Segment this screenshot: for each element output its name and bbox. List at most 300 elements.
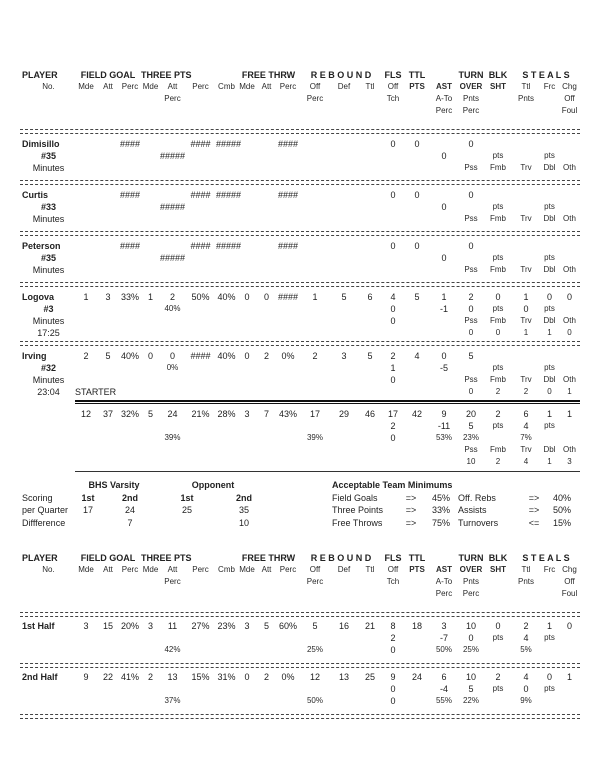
stat-cell: 3 xyxy=(441,621,447,631)
stat-cell: 21 xyxy=(364,621,375,631)
stats-header-2 xyxy=(0,552,600,600)
pts-label: pts xyxy=(492,363,504,372)
stat-cell: 15% xyxy=(191,672,210,682)
chg-off-subheader: Off xyxy=(564,94,575,103)
free-throw-header: FREE THRW xyxy=(241,70,296,80)
row-line xyxy=(0,420,600,432)
minimum-label: Off. Rebs xyxy=(458,492,496,503)
stat-cell: -11 xyxy=(437,421,451,431)
stat-cell: 50% xyxy=(435,645,452,654)
stat-cell: 23% xyxy=(217,621,236,631)
stats-header xyxy=(0,69,600,117)
stat-cell: 2 xyxy=(495,457,501,466)
three-pts-header: THREE PTS xyxy=(141,70,192,80)
minimum-operator: => xyxy=(528,492,540,503)
totals-bottom-rule xyxy=(75,471,580,472)
breakdown-label-pss: Pss xyxy=(464,316,478,325)
stat-cell: 3 xyxy=(147,621,153,631)
player-row-peterson xyxy=(0,236,600,282)
player-number: #32 xyxy=(40,363,57,373)
breakdown-label-oth: Oth xyxy=(563,375,576,384)
starter-label: STARTER xyxy=(75,387,117,397)
stat-cell: 2 xyxy=(390,351,396,361)
stat-cell: ##### xyxy=(160,151,186,161)
stat-cell: #### xyxy=(277,190,299,200)
fls-off-subheader: Off xyxy=(387,82,399,91)
stat-cell: 2 xyxy=(390,421,396,431)
tp-perc-subheader: Perc xyxy=(192,82,209,91)
stat-cell: 40% xyxy=(164,304,181,313)
player-name: Logova xyxy=(22,292,55,302)
breakdown-label-oth: Oth xyxy=(563,316,576,325)
stat-cell: 0 xyxy=(147,351,153,361)
stat-cell: 1 xyxy=(83,292,89,302)
ast-ato-subheader: A-To xyxy=(435,577,453,586)
stat-cell: 1 xyxy=(523,292,529,302)
stat-cell: 4 xyxy=(523,421,529,431)
stat-cell: 11 xyxy=(167,621,178,631)
reb-off-subheader: Off xyxy=(309,565,321,574)
stat-cell: 0 xyxy=(414,139,420,149)
reb-off-perc-subheader: Perc xyxy=(306,94,324,103)
row-line xyxy=(0,189,600,201)
stat-cell: 0 xyxy=(390,190,396,200)
field-goal-header: FIELD GOAL xyxy=(80,70,136,80)
breakdown-label-pss: Pss xyxy=(464,163,478,172)
player-number: #35 xyxy=(40,253,57,263)
stat-cell: 12 xyxy=(80,409,91,419)
header-line-1 xyxy=(0,69,600,81)
stat-cell: 0 xyxy=(468,328,474,337)
ast-subheader: AST xyxy=(436,82,452,91)
stat-cell: 4 xyxy=(523,633,529,643)
stat-cell: 0 xyxy=(523,684,529,694)
reb-ttl-subheader: Ttl xyxy=(365,565,375,574)
stat-cell: 13 xyxy=(338,672,349,682)
stat-cell: 1 xyxy=(312,292,318,302)
breakdown-label-pss: Pss xyxy=(464,214,478,223)
breakdown-label-fmb: Fmb xyxy=(490,163,506,172)
minutes-label: Minutes xyxy=(32,163,65,173)
stat-cell: 4 xyxy=(523,672,529,682)
stat-cell: 17 xyxy=(387,409,398,419)
stat-cell: 4 xyxy=(523,457,529,466)
ft-perc-subheader: Perc xyxy=(279,82,297,91)
stat-cell: 41% xyxy=(120,672,139,682)
stat-cell: 0% xyxy=(281,351,295,361)
stat-cell: 29 xyxy=(338,409,349,419)
minimum-label: Three Points xyxy=(332,505,384,515)
fls-off-subheader: Off xyxy=(387,565,399,574)
row-line xyxy=(0,644,600,656)
total-header: TTL xyxy=(408,70,426,80)
steals-ttl-subheader: Ttl xyxy=(521,565,531,574)
stat-cell: 2 xyxy=(312,351,318,361)
stat-cell: 5 xyxy=(468,684,474,694)
stat-cell: 5 xyxy=(147,409,153,419)
stat-cell: 24 xyxy=(411,672,422,682)
stat-cell: 0 xyxy=(441,151,447,161)
stat-cell: 0 xyxy=(390,375,396,385)
stat-cell: ##### xyxy=(160,202,186,212)
pts-label: pts xyxy=(492,304,504,313)
pts-label: pts xyxy=(492,253,504,262)
ft-att-subheader: Att xyxy=(261,82,272,91)
player-col-header: PLAYER xyxy=(22,70,58,80)
pts-label: pts xyxy=(544,151,555,160)
breakdown-label-pss: Pss xyxy=(464,445,478,454)
block-header: BLK xyxy=(488,553,508,563)
tp-att-perc-subheader: Perc xyxy=(164,577,181,586)
stat-cell: 6 xyxy=(367,292,373,302)
stat-cell: #### xyxy=(190,351,211,361)
block-header: BLK xyxy=(488,70,508,80)
stat-cell: 31% xyxy=(217,672,236,682)
stat-cell: 0 xyxy=(244,672,250,682)
to-perc-subheader: Perc xyxy=(462,106,480,115)
minutes-label: Minutes xyxy=(32,375,65,385)
player-name: Dimisillo xyxy=(22,139,60,149)
stat-cell: 53% xyxy=(435,433,452,442)
quarter-header: 1st xyxy=(180,492,194,503)
stat-cell: #### xyxy=(190,241,211,251)
stat-cell: 1 xyxy=(147,292,153,302)
stat-cell: 37 xyxy=(102,409,113,419)
pts-label: pts xyxy=(544,684,555,693)
tp-cmb-subheader: Cmb xyxy=(218,565,235,574)
stat-cell: 1 xyxy=(390,363,396,373)
stat-cell: 2 xyxy=(523,621,529,631)
row-line xyxy=(0,695,600,707)
stat-cell: 0 xyxy=(468,633,474,643)
stat-cell: 0 xyxy=(244,292,250,302)
blocked-shot-subheader: SHT xyxy=(490,565,506,574)
row-line xyxy=(0,240,600,252)
stat-cell: 5 xyxy=(367,351,373,361)
chg-foul-subheader: Foul xyxy=(561,589,578,598)
stat-cell: -7 xyxy=(439,633,448,643)
stat-cell: 6 xyxy=(523,409,529,419)
stat-cell: 40% xyxy=(217,292,236,302)
chg-foul-subheader: Foul xyxy=(561,106,578,115)
player-number: #35 xyxy=(40,151,57,161)
row-separator xyxy=(20,714,580,719)
tp-made-subheader: Mde xyxy=(142,82,159,91)
second-half-row xyxy=(0,668,600,714)
minimum-label: Field Goals xyxy=(332,492,378,503)
stat-cell: 39% xyxy=(306,433,323,442)
stat-cell: 15 xyxy=(102,621,113,631)
first-half-row xyxy=(0,617,600,663)
row-line xyxy=(0,683,600,695)
breakdown-label-fmb: Fmb xyxy=(490,316,506,325)
tp-att-subheader: Att xyxy=(167,565,178,574)
stat-cell: 0 xyxy=(263,292,269,302)
stat-cell: 20% xyxy=(120,621,139,631)
reb-def-subheader: Def xyxy=(337,565,351,574)
blocked-shot-subheader: SHT xyxy=(490,82,506,91)
fg-perc-subheader: Perc xyxy=(121,82,139,91)
stat-cell: 9% xyxy=(520,696,532,705)
stat-cell: 0 xyxy=(495,328,501,337)
stat-cell: 0 xyxy=(523,304,529,314)
minimum-label: Turnovers xyxy=(458,517,499,528)
pts-label: pts xyxy=(492,633,504,642)
stat-cell: 1 xyxy=(547,328,552,337)
tp-att-perc-subheader: Perc xyxy=(164,94,181,103)
stat-cell: 9 xyxy=(83,672,89,682)
stat-cell: -1 xyxy=(439,304,448,314)
row-line xyxy=(0,291,600,303)
header-line-3 xyxy=(0,93,600,105)
scoring-cell: 24 xyxy=(124,505,135,515)
stat-cell: 3 xyxy=(83,621,89,631)
breakdown-label-pss: Pss xyxy=(464,375,478,384)
minimum-operator: => xyxy=(528,505,540,515)
breakdown-label-dbl: Dbl xyxy=(543,163,556,172)
minimums-table xyxy=(332,479,578,529)
stat-cell: 3 xyxy=(567,457,572,466)
summary-section xyxy=(0,479,600,541)
minutes-label: Minutes xyxy=(32,316,65,326)
row-line xyxy=(0,386,600,398)
row-line xyxy=(0,150,600,162)
tp-cmb-subheader: Cmb xyxy=(218,82,235,91)
stat-cell: 20 xyxy=(465,409,476,419)
stat-cell: 2 xyxy=(495,387,501,396)
reb-off-subheader: Off xyxy=(309,82,321,91)
stat-cell: 1 xyxy=(441,292,447,302)
stat-cell: 2 xyxy=(523,387,529,396)
stat-cell: 7 xyxy=(263,409,269,419)
stat-cell: 0 xyxy=(468,190,474,200)
breakdown-label-oth: Oth xyxy=(563,214,576,223)
stat-cell: 12 xyxy=(309,672,320,682)
stat-cell: 22 xyxy=(102,672,113,682)
stat-cell: 25% xyxy=(462,645,479,654)
stat-cell: 27% xyxy=(191,621,210,631)
player-name: Irving xyxy=(22,351,47,361)
row-line xyxy=(0,138,600,150)
player-row-irving xyxy=(0,346,600,400)
header-line-2 xyxy=(0,81,600,93)
rebound-header: R E B O U N D xyxy=(310,70,372,80)
fouls-header: FLS xyxy=(384,70,402,80)
stat-cell: 40% xyxy=(120,351,139,361)
stat-cell: #### xyxy=(277,241,299,251)
turnover-header-2: OVER xyxy=(459,565,483,574)
minimum-value: 45% xyxy=(431,492,450,503)
header-line-4 xyxy=(0,105,600,117)
tp-perc-subheader: Perc xyxy=(192,565,209,574)
reb-off-perc-subheader: Perc xyxy=(306,577,324,586)
total-header: TTL xyxy=(408,553,426,563)
fg-att-subheader: Att xyxy=(103,82,113,91)
stat-cell: #### xyxy=(119,190,141,200)
row-line xyxy=(0,303,600,315)
breakdown-label-trv: Trv xyxy=(520,214,532,223)
breakdown-label-fmb: Fmb xyxy=(490,214,506,223)
row-line xyxy=(0,456,600,468)
team-name: BHS Varsity xyxy=(88,480,140,490)
stat-cell: 0 xyxy=(495,292,501,302)
steals-frc-subheader: Frc xyxy=(543,82,556,91)
stat-cell: 5 xyxy=(468,421,474,431)
pts-subheader: PTS xyxy=(409,565,425,574)
stat-cell: 13 xyxy=(167,672,178,682)
stat-cell: -4 xyxy=(439,684,448,694)
row-line xyxy=(0,620,600,632)
fg-att-subheader: Att xyxy=(103,565,113,574)
fg-made-subheader: Mde xyxy=(78,565,94,574)
header-line-4 xyxy=(0,588,600,600)
breakdown-label-oth: Oth xyxy=(563,163,576,172)
minimum-value: 75% xyxy=(431,517,450,528)
breakdown-label-trv: Trv xyxy=(520,316,532,325)
row-line xyxy=(0,213,600,225)
minimum-value: 40% xyxy=(552,492,571,503)
steals-header: S T E A L S xyxy=(522,70,570,80)
stat-cell: 2 xyxy=(495,672,501,682)
stat-cell: 0 xyxy=(390,696,396,706)
to-pnts-subheader: Pnts xyxy=(462,94,479,103)
scoring-cell: 35 xyxy=(238,505,249,515)
ast-perc-subheader: Perc xyxy=(435,589,453,598)
stat-cell: 4 xyxy=(390,292,396,302)
stat-cell: 50% xyxy=(306,696,323,705)
to-perc-subheader: Perc xyxy=(462,589,480,598)
stat-cell: 0 xyxy=(169,351,175,361)
quarter-header: 1st xyxy=(81,492,95,503)
player-number: #3 xyxy=(43,304,54,314)
stat-cell: 0 xyxy=(441,202,447,212)
minutes-label: Minutes xyxy=(32,214,65,224)
chg-off-subheader: Off xyxy=(564,577,575,586)
pts-label: pts xyxy=(544,253,555,262)
minimums-title: Acceptable Team Minimums xyxy=(332,480,453,490)
stat-cell: 0 xyxy=(468,387,474,396)
stat-cell: 1 xyxy=(566,672,572,682)
stat-cell: 32% xyxy=(120,409,139,419)
stat-cell: 0 xyxy=(390,241,396,251)
turnover-header-2: OVER xyxy=(459,82,483,91)
stat-cell: 4 xyxy=(414,351,420,361)
player-col-header: PLAYER xyxy=(22,553,58,563)
stat-cell: 5 xyxy=(312,621,318,631)
stat-cell: 9 xyxy=(441,409,447,419)
stat-cell: ##### xyxy=(216,190,242,200)
stat-cell: 0 xyxy=(468,304,474,314)
breakdown-label-dbl: Dbl xyxy=(543,316,556,325)
stat-cell: 0 xyxy=(567,328,572,337)
stat-cell: 1 xyxy=(567,387,572,396)
scoring-row-label: per Quarter xyxy=(22,505,69,515)
stat-cell: 16 xyxy=(338,621,349,631)
stat-cell: 24 xyxy=(167,409,178,419)
pts-label: pts xyxy=(544,633,555,642)
stat-cell: 0% xyxy=(166,363,179,372)
stat-cell: 10 xyxy=(465,621,476,631)
pts-subheader: PTS xyxy=(409,82,425,91)
stat-cell: 0 xyxy=(244,351,250,361)
minimum-value: 15% xyxy=(552,517,571,528)
breakdown-label-oth: Oth xyxy=(563,445,576,454)
player-number: #33 xyxy=(40,202,57,212)
ft-made-subheader: Mde xyxy=(239,565,255,574)
breakdown-label-pss: Pss xyxy=(464,265,478,274)
pts-label: pts xyxy=(544,421,555,430)
breakdown-label-dbl: Dbl xyxy=(543,375,556,384)
stat-cell: #### xyxy=(190,139,211,149)
stat-cell: -5 xyxy=(439,363,448,373)
ast-perc-subheader: Perc xyxy=(435,106,453,115)
stat-cell: 2 xyxy=(263,672,269,682)
stat-cell: 10 xyxy=(466,457,476,466)
stat-cell: 3 xyxy=(244,409,250,419)
stat-cell: 18 xyxy=(411,621,422,631)
player-name: Peterson xyxy=(22,241,61,251)
stat-cell: 0% xyxy=(281,672,295,682)
row-line xyxy=(0,444,600,456)
stat-cell: 50% xyxy=(191,292,210,302)
stat-cell: 0 xyxy=(441,253,447,263)
stat-cell: 37% xyxy=(164,696,181,705)
no-subheader: No. xyxy=(42,565,55,574)
breakdown-label-trv: Trv xyxy=(520,445,532,454)
minimum-label: Free Throws xyxy=(332,517,383,528)
stat-cell: 1 xyxy=(547,457,552,466)
minimum-label: Assists xyxy=(458,505,487,515)
player-row-logova xyxy=(0,287,600,341)
steals-ttl-subheader: Ttl xyxy=(521,82,531,91)
half-label: 1st Half xyxy=(22,621,55,631)
stat-cell: ##### xyxy=(216,139,242,149)
quarter-header: 2nd xyxy=(235,492,252,503)
minutes-value: 23:04 xyxy=(37,387,60,397)
tp-att-subheader: Att xyxy=(167,82,178,91)
steals-header: S T E A L S xyxy=(522,553,570,563)
scoring-cell: 7 xyxy=(127,517,133,528)
stat-cell: ##### xyxy=(216,241,242,251)
pts-label: pts xyxy=(544,202,555,211)
stat-cell: 23% xyxy=(462,433,479,442)
scoring-cell: 10 xyxy=(238,517,249,528)
minimum-operator: => xyxy=(405,505,417,515)
minimum-operator: => xyxy=(405,517,417,528)
stat-cell: 5 xyxy=(105,351,111,361)
player-row-dimisillo xyxy=(0,134,600,180)
row-line xyxy=(0,252,600,264)
breakdown-label-fmb: Fmb xyxy=(490,375,506,384)
team-totals-row xyxy=(0,404,600,471)
minutes-label: Minutes xyxy=(32,265,65,275)
row-line xyxy=(0,432,600,444)
stat-cell: 0 xyxy=(546,292,552,302)
stat-cell: 5 xyxy=(414,292,420,302)
stat-cell: 21% xyxy=(191,409,210,419)
stat-cell: 8 xyxy=(390,621,396,631)
free-throw-header: FREE THRW xyxy=(241,553,296,563)
steals-pnts-subheader: Pnts xyxy=(517,94,534,103)
stat-cell: 25% xyxy=(306,645,323,654)
stat-cell: 0 xyxy=(390,645,396,655)
stat-cell: 0 xyxy=(566,292,572,302)
stat-cell: ##### xyxy=(160,253,186,263)
stat-cell: 2 xyxy=(263,351,269,361)
breakdown-label-trv: Trv xyxy=(520,265,532,274)
stat-cell: 2 xyxy=(390,633,396,643)
header-line-1 xyxy=(0,552,600,564)
